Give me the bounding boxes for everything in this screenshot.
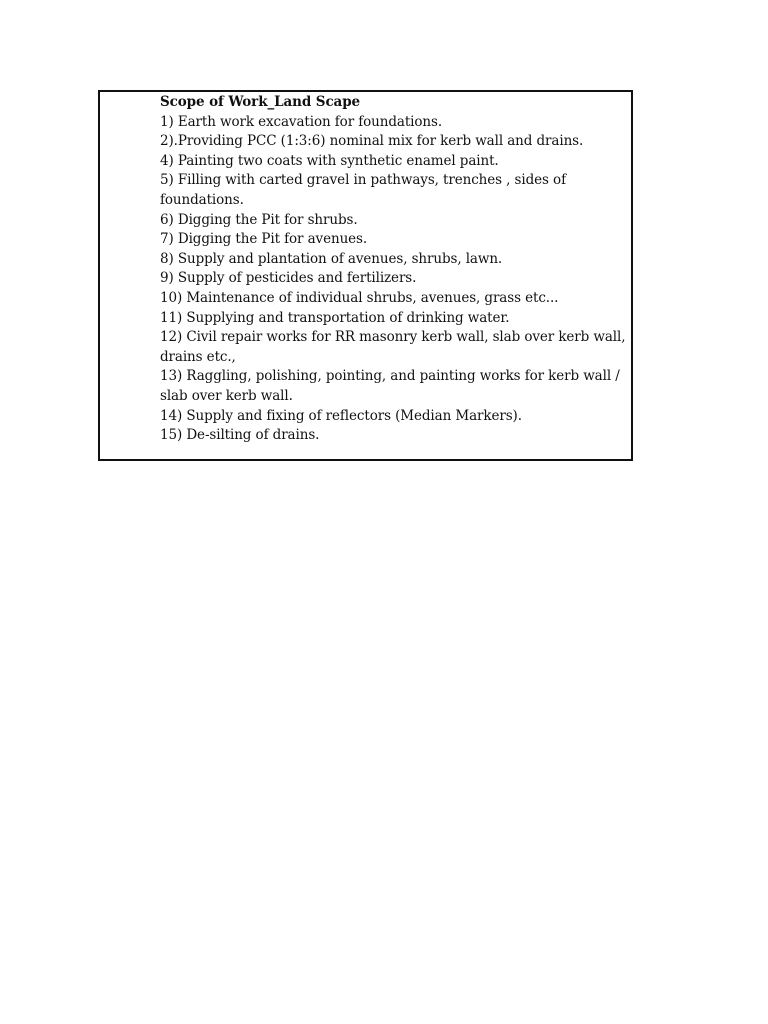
- scope-item: 7) Digging the Pit for avenues.: [160, 231, 368, 248]
- scope-item: 4) Painting two coats with synthetic enamel paint.: [160, 152, 499, 169]
- scope-item: 12) Civil repair works for RR masonry kerb wall, slab over kerb wall, drains etc.,: [160, 329, 626, 365]
- scope-item: 14) Supply and fixing of reflectors (Median Markers).: [160, 407, 522, 424]
- scope-item: 15) De-silting of drains.: [160, 427, 320, 444]
- scope-item: 13) Raggling, polishing, pointing, and painting works for kerb wall / slab over kerb wall.: [160, 368, 620, 404]
- scope-item: 5) Filling with carted gravel in pathways, trenches , sides of foundations.: [160, 172, 566, 208]
- scope-item-list: [160, 113, 630, 446]
- scope-item: 11) Supplying and transportation of drinking water.: [160, 309, 510, 326]
- scope-item: 10) Maintenance of individual shrubs, avenues, grass etc...: [160, 289, 559, 306]
- document-title: Scope of Work_Land Scape: [160, 94, 361, 110]
- scope-item: 8) Supply and plantation of avenues, shrubs, lawn.: [160, 250, 503, 267]
- scope-of-work-box: [98, 90, 633, 461]
- scope-item: 6) Digging the Pit for shrubs.: [160, 211, 358, 228]
- scope-item: 2).Providing PCC (1:3:6) nominal mix for kerb wall and drains.: [160, 133, 584, 150]
- scope-item: 1) Earth work excavation for foundations.: [160, 113, 443, 130]
- scope-of-work-content: [160, 93, 630, 446]
- scope-item: 9) Supply of pesticides and fertilizers.: [160, 270, 417, 287]
